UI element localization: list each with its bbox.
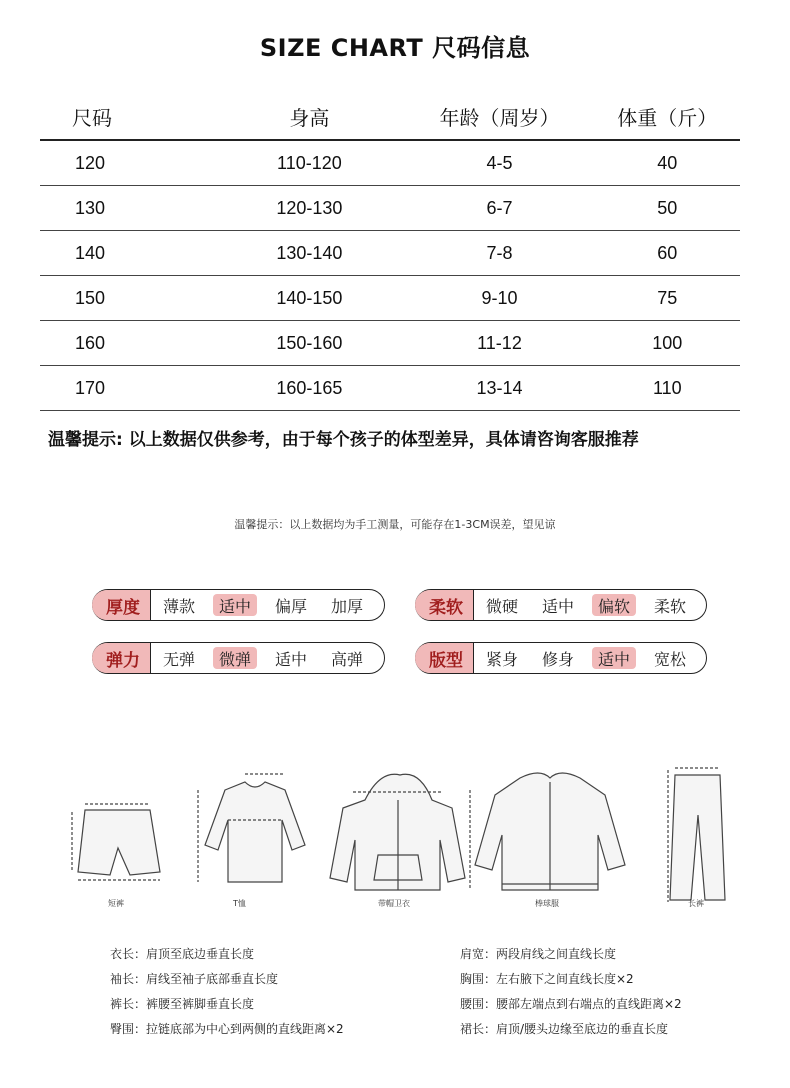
cell-age: 4-5 [404,140,594,186]
cell-age: 11-12 [404,321,594,366]
size-table-header [40,93,740,140]
attr-option: 加厚 [331,596,364,616]
table-row [40,231,740,276]
cell-size: 170 [40,366,214,411]
attr-option: 高弹 [331,649,364,669]
definition-item: 臀围：拉链底部为中心到两侧的直线距离×2 [110,1022,344,1036]
definition-item: 衣长：肩顶至底边垂直长度 [110,947,255,961]
attr-label: 版型 [415,643,474,673]
attr-softness [415,589,707,621]
cell-height: 160-165 [214,366,404,411]
tshirt-illustration [198,774,305,882]
header-height: 身高 [214,93,404,140]
attr-option: 适中 [275,649,308,669]
cell-weight: 50 [595,186,740,231]
attr-option: 修身 [542,649,575,669]
cell-height: 120-130 [214,186,404,231]
attr-label: 柔软 [415,590,474,620]
table-row [40,140,740,186]
garment-label-tshirt: T恤 [233,899,246,908]
attr-option: 宽松 [654,649,687,669]
attr-elasticity [92,642,385,674]
header-weight: 体重（斤） [595,93,740,140]
attr-thickness [92,589,385,621]
definition-item: 裤长：裤腰至裤脚垂直长度 [110,997,255,1011]
cell-height: 110-120 [214,140,404,186]
attr-option-selected: 偏软 [592,594,636,616]
cell-weight: 110 [595,366,740,411]
definition-item: 袖长：肩线至袖子底部垂直长度 [110,972,279,986]
pants-illustration [668,768,725,902]
definition-item: 腰围：腰部左端点到右端点的直线距离×2 [460,997,682,1011]
cell-age: 13-14 [404,366,594,411]
cell-size: 150 [40,276,214,321]
table-row [40,186,740,231]
cell-size: 160 [40,321,214,366]
definition-item: 胸围：左右腋下之间直线长度×2 [460,972,634,986]
cell-size: 140 [40,231,214,276]
cell-weight: 40 [595,140,740,186]
attr-fit [415,642,707,674]
attr-option: 微硬 [486,596,519,616]
cell-weight: 75 [595,276,740,321]
attr-option-selected: 微弹 [213,647,257,669]
cell-size: 120 [40,140,214,186]
cell-size: 130 [40,186,214,231]
definitions-left [110,942,344,1042]
cell-age: 6-7 [404,186,594,231]
table-row [40,366,740,411]
definitions-right [460,942,682,1042]
garment-label-hoodie: 带帽卫衣 [378,899,410,908]
garment-label-jacket: 棒球服 [535,899,559,908]
page-title: SIZE CHART 尺码信息 [259,34,531,62]
size-table [40,93,740,411]
garment-label-shorts: 短裤 [108,899,124,908]
header-size: 尺码 [40,93,214,140]
attr-option: 紧身 [486,649,519,669]
header-age: 年龄（周岁） [404,93,594,140]
table-row [40,276,740,321]
shorts-illustration [72,804,160,880]
cell-age: 9-10 [404,276,594,321]
attr-option: 薄款 [163,596,196,616]
attr-option: 柔软 [654,596,687,616]
garment-diagrams [50,760,750,910]
cell-height: 130-140 [214,231,404,276]
cell-weight: 100 [595,321,740,366]
cell-height: 140-150 [214,276,404,321]
table-row [40,321,740,366]
definition-item: 肩宽：两段肩线之间直线长度 [460,947,617,961]
attr-option-selected: 适中 [213,594,257,616]
attr-option: 无弹 [163,649,196,669]
cell-age: 7-8 [404,231,594,276]
attr-option: 适中 [542,596,575,616]
measure-tip: 温馨提示：以上数据均为手工测量，可能存在1-3CM误差，望见谅 [234,518,556,531]
size-tip: 温馨提示: 以上数据仅供参考，由于每个孩子的体型差异，具体请咨询客服推荐 [48,430,639,450]
attr-label: 弹力 [92,643,151,673]
cell-weight: 60 [595,231,740,276]
garment-label-pants: 长裤 [688,899,704,908]
cell-height: 150-160 [214,321,404,366]
attr-option: 偏厚 [275,596,308,616]
attr-option-selected: 适中 [592,647,636,669]
definition-item: 裙长：肩顶/腰头边缘至底边的垂直长度 [460,1022,669,1036]
hoodie-illustration [330,774,465,890]
attr-label: 厚度 [92,590,151,620]
jacket-illustration [470,773,625,890]
